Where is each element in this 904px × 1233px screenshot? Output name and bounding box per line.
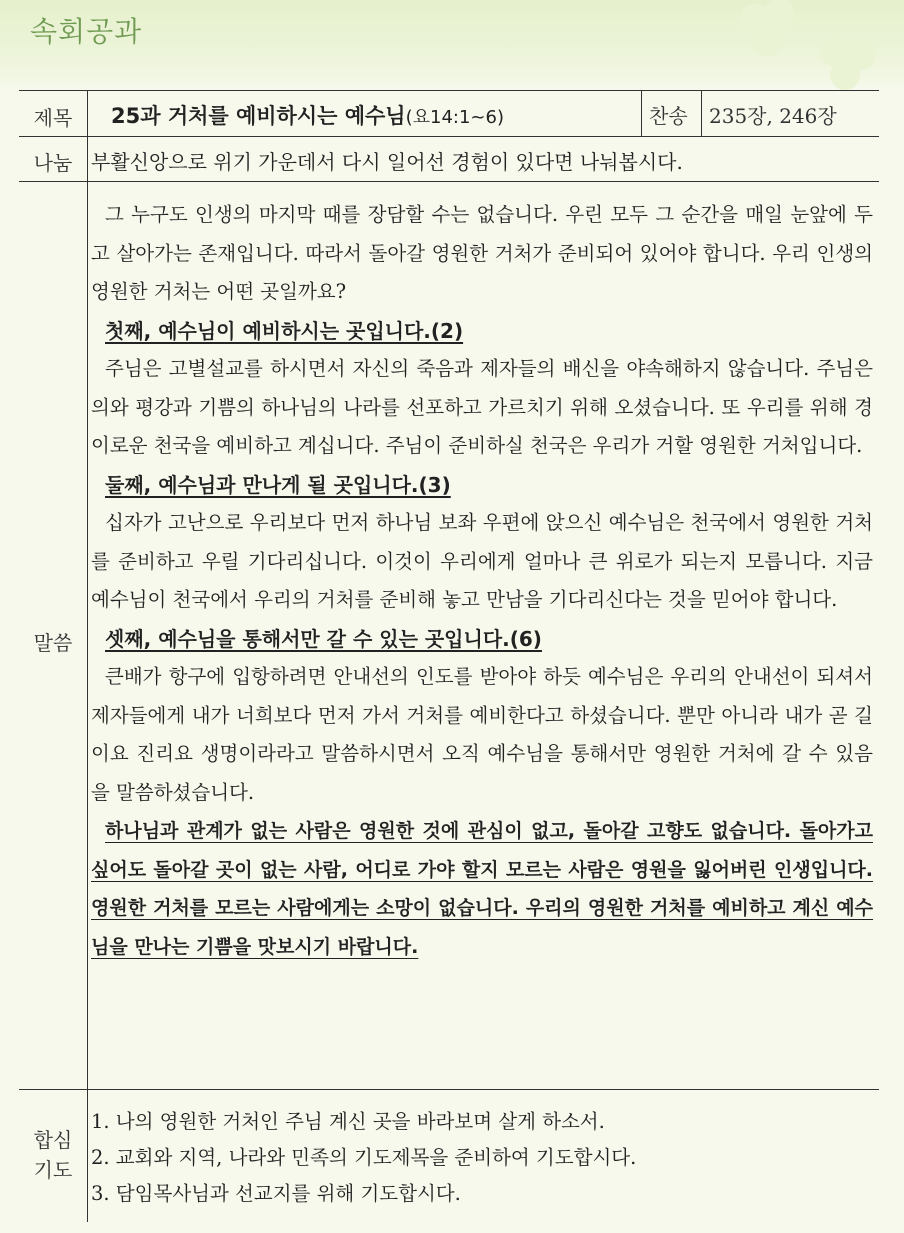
hymn-numbers: 235장, 246장: [709, 104, 837, 128]
point-1-body: 주님은 고별설교를 하시면서 자신의 죽음과 제자들의 배신을 야속해하지 않습니다. 주님은 의와 평강과 기쁨의 하나님의 나라를 선포하고 가르치기 위해 오셨습니다. 또 우리를 위해 경이로운 천국을 예비하고 계십니다. 주님이 준비하실 천국은 우리가 거할 영원한 거처입니다.: [91, 357, 873, 457]
message-conclusion: 하나님과 관계가 없는 사람은 영원한 것에 관심이 없고, 돌아갈 고향도 없습니다. 돌아가고 싶어도 돌아갈 곳이 없는 사람, 어디로 가야 할지 모르는 사람은 영원을 잃어버린 인생입니다. 영원한 거처를 모르는 사람에게는 소망이 없습니다. 우리의 영원한 거처를 예비하고 계신 예수님을 만나는 기쁨을 맛보시기 바랍니다.: [91, 820, 873, 958]
prayer-label: [19, 1125, 87, 1185]
sharing-label: 나눔: [33, 151, 73, 175]
point-3-body: 큰배가 항구에 입항하려면 안내선의 인도를 받아야 하듯 예수님은 우리의 안내선이 되셔서 제자들에게 내가 너희보다 먼저 가서 거처를 예비한다고 하셨습니다. 뿐만 아니라 내가 곧 길이요 진리요 생명이라라고 말씀하시면서 오직 예수님을 통해서만 영원한 거처에 갈 수 있음을 말씀하셨습니다.: [91, 665, 873, 804]
title-label: 제목: [33, 106, 73, 130]
prayer-label-line1: 합심: [33, 1128, 73, 1152]
message-body: [91, 196, 873, 966]
message-intro: 그 누구도 인생의 마지막 때를 장담할 수는 없습니다. 우린 모두 그 순간을 매일 눈앞에 두고 살아가는 존재입니다. 따라서 돌아갈 영원한 거처가 준비되어 있어야 합니다. 우리 인생의 영원한 거처는 어떤 곳일까요?: [91, 203, 873, 303]
lesson-title-text: 25과 거처를 예비하시는 예수님: [111, 104, 406, 128]
prayer-item: 2. 교회와 지역, 나라와 민족의 기도제목을 준비하여 기도합시다.: [91, 1146, 637, 1169]
header-banner: [0, 0, 904, 90]
scripture-reference: (요14:1~6): [405, 107, 504, 128]
sharing-question: 부활신앙으로 위기 가운데서 다시 일어선 경험이 있다면 나눠봅시다.: [91, 150, 683, 174]
lesson-title: [111, 100, 504, 130]
point-2-heading: 둘째, 예수님과 만나게 될 곳입니다.(3): [105, 472, 451, 497]
point-3-heading: 셋째, 예수님을 통해서만 갈 수 있는 곳입니다.(6): [105, 626, 542, 651]
prayer-item: 3. 담임목사님과 선교지를 위해 기도합시다.: [91, 1182, 461, 1205]
prayer-label-line2: 기도: [33, 1158, 73, 1182]
point-2-body: 십자가 고난으로 우리보다 먼저 하나님 보좌 우편에 앉으신 예수님은 천국에서 영원한 거처를 준비하고 우릴 기다리십니다. 이것이 우리에게 얼마나 큰 위로가 되는지 모릅니다. 지금 예수님이 천국에서 우리의 거처를 준비해 놓고 만남을 기다리신다는 것을 믿어야 합니다.: [91, 511, 873, 611]
prayer-list: [91, 1104, 636, 1212]
brand-title: 속회공과: [30, 15, 143, 48]
prayer-item: 1. 나의 영원한 거처인 주님 계신 곳을 바라보며 살게 하소서.: [91, 1110, 605, 1133]
message-label: 말씀: [33, 631, 73, 655]
hymn-label: 찬송: [649, 104, 688, 128]
point-1-heading: 첫째, 예수님이 예비하시는 곳입니다.(2): [105, 318, 464, 343]
lesson-table: [19, 90, 879, 1222]
